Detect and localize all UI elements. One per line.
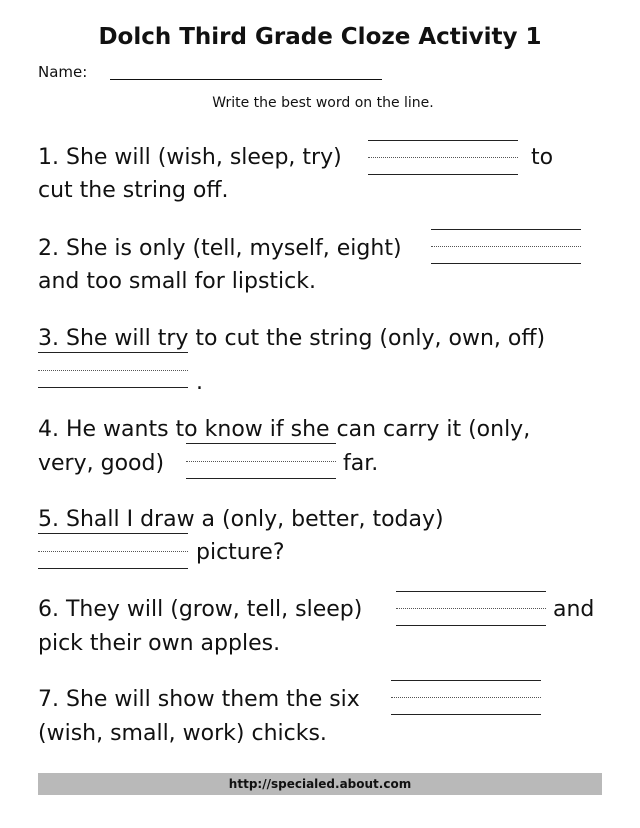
item-5-text: 5. Shall I draw a (only, better, today) bbox=[38, 507, 444, 532]
item-2-text: 2. She is only (tell, myself, eight) bbox=[38, 236, 402, 261]
item-6-answer-blank[interactable] bbox=[396, 591, 546, 625]
item-7-answer-blank[interactable] bbox=[391, 680, 541, 714]
worksheet-title: Dolch Third Grade Cloze Activity 1 bbox=[98, 24, 542, 50]
item-6-line2: pick their own apples. bbox=[38, 631, 281, 656]
name-field-line[interactable] bbox=[110, 79, 382, 80]
name-label: Name: bbox=[38, 63, 88, 81]
item-7-text: 7. She will show them the six bbox=[38, 687, 360, 712]
item-2-line2: and too small for lipstick. bbox=[38, 269, 316, 294]
item-3-after: . bbox=[196, 370, 203, 395]
instruction-text: Write the best word on the line. bbox=[212, 95, 434, 111]
item-1-line2: cut the string off. bbox=[38, 178, 229, 203]
footer-url: http://specialed.about.com bbox=[38, 773, 602, 795]
item-5-answer-blank[interactable] bbox=[38, 551, 188, 568]
item-5-after: picture? bbox=[196, 540, 285, 565]
item-5-guide-line bbox=[38, 533, 188, 534]
item-2-answer-blank[interactable] bbox=[431, 229, 581, 263]
item-3-guide-line bbox=[38, 352, 188, 353]
item-4-text: 4. He wants to know if she can carry it (only, bbox=[38, 417, 531, 442]
item-3-answer-blank[interactable] bbox=[38, 370, 188, 387]
item-6-text: 6. They will (grow, tell, sleep) bbox=[38, 597, 363, 622]
item-4-guide-line bbox=[186, 443, 336, 444]
item-1-after: to bbox=[531, 145, 554, 170]
item-1-answer-blank[interactable] bbox=[368, 140, 518, 174]
item-6-after: and bbox=[553, 597, 595, 622]
item-4-line2: very, good) bbox=[38, 451, 165, 476]
item-4-after: far. bbox=[343, 451, 379, 476]
item-7-line2: (wish, small, work) chicks. bbox=[38, 721, 327, 746]
item-1-text: 1. She will (wish, sleep, try) bbox=[38, 145, 342, 170]
item-4-answer-blank[interactable] bbox=[186, 461, 336, 478]
item-3-text: 3. She will try to cut the string (only, own, off) bbox=[38, 326, 546, 351]
